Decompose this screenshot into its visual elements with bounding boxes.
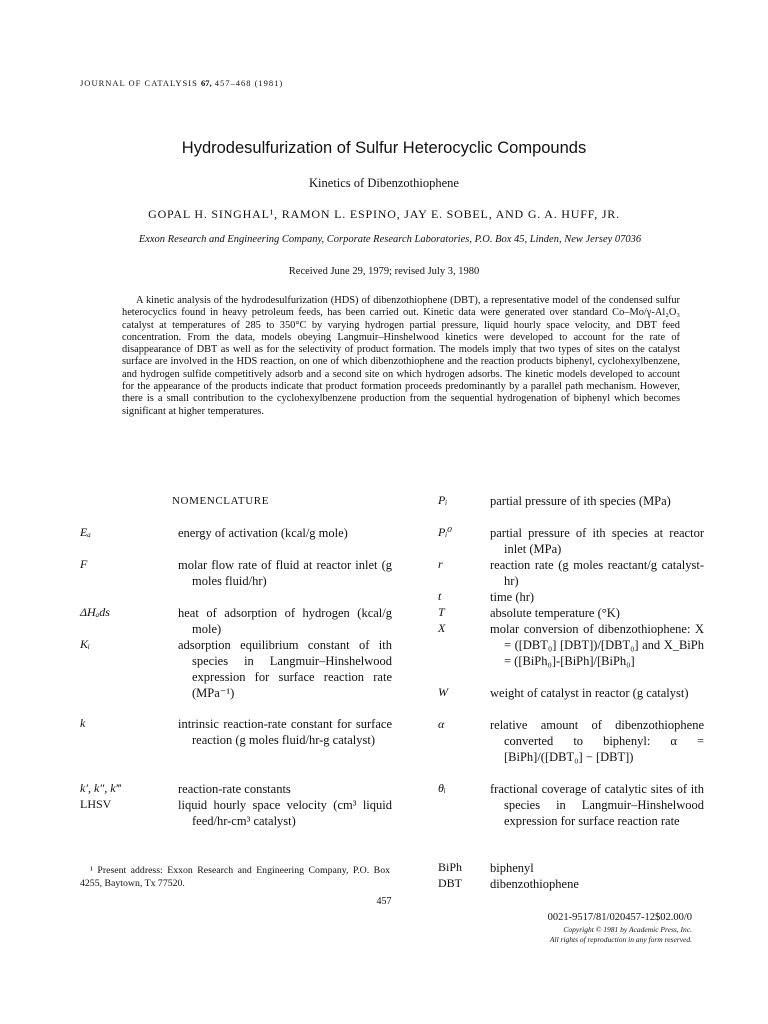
author-list: GOPAL H. SINGHAL¹, RAMON L. ESPINO, JAY E. SOBEL, AND G. A. HUFF, JR. [148, 207, 620, 221]
nomenclature-symbol: k′, k″, k‴ [80, 781, 121, 795]
nomenclature-definition: fractional coverage of catalytic sites of ith species in Langmuir–Hinshelwood expression for surface reaction rate [490, 782, 704, 828]
received-dates: Received June 29, 1979; revised July 3, 1980 [288, 266, 480, 277]
nomenclature-symbol: BiPh [438, 860, 463, 874]
nomenclature-heading: NOMENCLATURE [172, 495, 270, 507]
nomenclature-definition: absolute temperature (°K) [490, 606, 620, 620]
nomenclature-definition: weight of catalyst in reactor (g catalyst) [490, 686, 689, 700]
nomenclature-symbol: T [438, 605, 445, 619]
nomenclature-symbol: Pᵢ [438, 493, 448, 507]
nomenclature-definition: partial pressure of ith species (MPa) [490, 494, 671, 508]
nomenclature-symbol: F [80, 557, 88, 571]
nomenclature-definition: time (hr) [490, 590, 535, 604]
abstract: A kinetic analysis of the hydrodesulfurization (HDS) of dibenzothiophene (DBT), a representative model of the condensed sulfur heterocyclics found in heavy petroleum feeds, has been carried out. Kinetic data were generated over standard Co–Mo/γ-Al₂O₃ catalyst at temperatures of 285 to 350°C by varying hydrogen partial pressure, liquid hourly space velocity, and DBT feed concentration. From the data, models obeying Langmuir–Hinshelwood kinetics were developed to account for the rate of disappearance of DBT as well as for the selectivity of product formation. The models imply that two types of sites on the catalyst surface are involved in the HDS reaction, on one of which dibenzothiophene and the reaction products biphenyl, cyclohexylbenzene, and hydrogen sulfide competitively adsorb and a second site on which hydrogen adsorbs. The kinetic models developed to account for the appearance of the products indicate that product formation proceeds predominantly by a parallel path mechanism. However, there is a small contribution to the cyclohexylbenzene production from the sequential hydrogenation of biphenyl which becomes significant at higher temperatures. [122, 295, 680, 417]
rights-line: All rights of reproduction in any form reserved. [549, 935, 692, 944]
nomenclature-symbol: Kᵢ [80, 637, 90, 651]
nomenclature-symbol: r [438, 557, 443, 571]
nomenclature-definition: molar conversion of dibenzothiophene: X = ([DBT₀] [DBT])/[DBT₀] and X_BiPh = ([BiPh₀]-[BiPh]/[BiPh₀] [490, 622, 704, 668]
nomenclature-definition: biphenyl [490, 861, 534, 875]
nomenclature-definition: energy of activation (kcal/g mole) [178, 526, 348, 540]
nomenclature-definition: heat of adsorption of hydrogen (kcal/g mole) [178, 606, 392, 636]
nomenclature-definition: intrinsic reaction-rate constant for surface reaction (g moles fluid/hr-g catalyst) [178, 717, 392, 747]
nomenclature-symbol: LHSV [80, 797, 112, 811]
nomenclature-symbol: Eₐ [80, 525, 91, 539]
paper-title: Hydrodesulfurization of Sulfur Heterocyclic Compounds [181, 139, 587, 157]
copyright-line: Copyright © 1981 by Academic Press, Inc. [563, 925, 692, 934]
nomenclature-symbol: W [438, 685, 448, 699]
nomenclature-definition: dibenzothiophene [490, 877, 579, 891]
nomenclature-definition: partial pressure of ith species at reactor inlet (MPa) [490, 526, 704, 556]
nomenclature-symbol: t [438, 589, 442, 603]
nomenclature-definition: adsorption equilibrium constant of ith species in Langmuir–Hinshelwood expression for surface reaction rate (MPa⁻¹) [178, 638, 392, 700]
nomenclature-definition: reaction rate (g moles reactant/g catalyst-hr) [490, 558, 704, 588]
affiliation: Exxon Research and Engineering Company, Corporate Research Laboratories, P.O. Box 45, Linden, New Jersey 07036 [138, 234, 642, 245]
journal-name: JOURNAL OF CATALYSIS [80, 78, 198, 88]
journal-citation [80, 78, 283, 88]
nomenclature-definition: liquid hourly space velocity (cm³ liquid feed/hr-cm³ catalyst) [178, 798, 392, 828]
nomenclature-symbol: α [438, 717, 445, 731]
nomenclature-symbol: ΔHₐds [80, 605, 110, 619]
footnote: ¹ Present address: Exxon Research and Engineering Company, P.O. Box 4255, Baytown, Tx 77520. [80, 865, 390, 889]
nomenclature-symbol: Pᵢ⁰ [438, 525, 453, 539]
nomenclature-symbol: k [80, 716, 86, 730]
article-code: 0021-9517/81/020457-12$02.00/0 [547, 912, 692, 923]
nomenclature-definition: reaction-rate constants [178, 782, 291, 796]
nomenclature-symbol: θᵢ [438, 781, 446, 795]
journal-volume: 67, [200, 78, 212, 88]
page-number: 457 [376, 896, 392, 907]
paper-subtitle: Kinetics of Dibenzothiophene [309, 176, 459, 190]
nomenclature-definition: molar flow rate of fluid at reactor inlet (g moles fluid/hr) [178, 558, 392, 588]
nomenclature-definition: relative amount of dibenzothiophene converted to biphenyl: α = [BiPh]/([DBT₀] − [DBT]) [490, 718, 704, 764]
copyright [420, 925, 692, 945]
journal-pages: 457–468 (1981) [214, 78, 284, 88]
nomenclature-symbol: DBT [438, 876, 462, 890]
nomenclature-symbol: X [438, 621, 446, 635]
